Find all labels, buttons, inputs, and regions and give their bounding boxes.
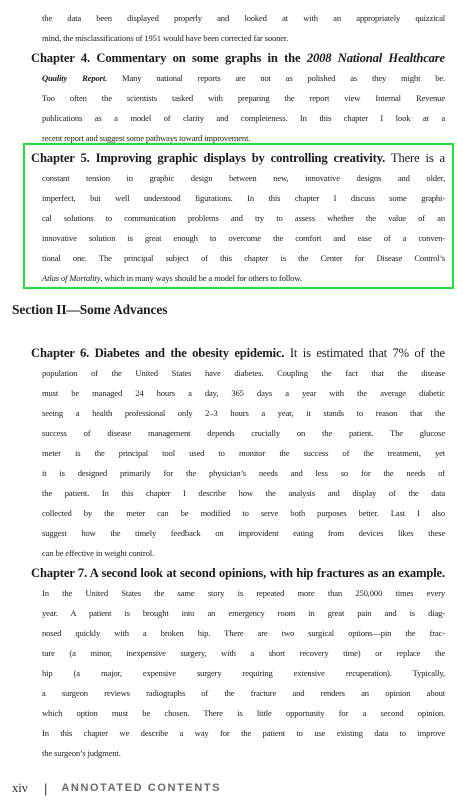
text-line: can be effective in weight control. xyxy=(42,548,154,558)
text-line: mind, the misclassifications of 1951 would have been corrected far sooner. xyxy=(42,33,289,43)
text-line: hip (a major, expensive surgery requiring extensive recuperation). Typically, xyxy=(42,668,445,678)
text-line: Chapter 5. Improving graphic displays by controlling creativity. There is a xyxy=(31,151,445,165)
text-line: Too often the scientists tasked with preparing the report view Internal Revenue xyxy=(42,93,445,103)
section-title: Section II—Some Advances xyxy=(12,302,168,317)
text-line: collected by the meter can be modified to serve both purposes better. Last I also xyxy=(42,508,445,518)
chapter-6-heading: Chapter 6. Diabetes and the obesity epidemic. xyxy=(31,346,285,360)
footer-separator: | xyxy=(43,780,48,796)
text-line: constant tension in graphic design between new, innovative designs and older, xyxy=(42,173,445,183)
text-line: tional one. The principal subject of this chapter is the Center for Disease Control’s xyxy=(42,253,445,263)
text-line: publications as a model of clarity and completeness. In this chapter I look at a xyxy=(42,113,445,123)
text-line: it is designed primarily for the physician’s needs and less so for the needs of xyxy=(42,468,445,478)
text-line: which option must be chosen. There is little opportunity for a second opinion. xyxy=(42,708,445,718)
text-line: recent report and suggest some pathways toward improvement. xyxy=(42,133,251,143)
chapter-5-entry xyxy=(31,148,445,288)
text-line: the data been displayed properly and looked at with an appropriately quizzical xyxy=(42,13,445,23)
chapter-6-entry xyxy=(31,343,445,563)
page-footer xyxy=(12,778,221,798)
chapter-4-heading-line xyxy=(31,48,445,68)
text-line: In the United States the same story is repeated more than 250,000 times every xyxy=(42,588,445,598)
text-line: nosed quickly with a broken hip. There are two surgical options—pin the frac- xyxy=(42,628,445,638)
text-line: success of disease management depends crucially on the patient. The glucose xyxy=(42,428,445,438)
text-line: Chapter 6. Diabetes and the obesity epidemic. It is estimated that 7% of the xyxy=(31,346,446,360)
text-line: cal solutions to communication problems and try to assess whether the value of an xyxy=(42,213,445,223)
text-line: meter is the principal tool used to monitor the success of the treatment, yet xyxy=(42,448,445,458)
text-line: Atlas of Mortality, which in many ways should be a model for others to follow. xyxy=(42,273,302,283)
atlas-of-mortality-title: Atlas of Mortality xyxy=(42,273,101,283)
chapter-4-entry xyxy=(31,48,445,148)
text-line: innovative solution is great enough to overcome the comfort and ease of a conven- xyxy=(42,233,445,243)
text-line: year. A patient is brought into an emergency room in great pain and is diag- xyxy=(42,608,445,618)
chapter-7-heading-line xyxy=(31,563,445,583)
text-line: suggest how the timely feedback on improvident eating from devices likes these xyxy=(42,528,445,538)
text-line: a surgeon reviews radiographs of the fracture and renders an opinion about xyxy=(42,688,445,698)
text-line: population of the United States have diabetes. Coupling the fact that the disease xyxy=(42,368,445,378)
running-title: ANNOTATED CONTENTS xyxy=(61,782,222,794)
text-line: In this chapter we describe a way for the patient to use existing data to improve xyxy=(42,728,445,738)
text-line: must be managed 24 hours a day, 365 days a year with the average diabetic xyxy=(42,388,445,398)
text-line: imperfect, but well understood figurations. In this chapter I discuss some graphi- xyxy=(42,193,445,203)
chapter-7-heading: Chapter 7. A second look at second opinions, with hip fractures as an example. xyxy=(31,566,445,580)
text-line: the surgeon’s judgment. xyxy=(42,748,121,758)
chapter-4-heading-cont: Quality Report. xyxy=(42,73,108,83)
text-line: ture (a minor, inexpensive surgery, with a short recovery time) or replace the xyxy=(42,648,445,658)
chapter-7-entry xyxy=(31,563,445,763)
chapter-3-continuation xyxy=(31,8,445,48)
text-line: seeing a health professional only 2–3 hours a year, it stands to reason that the xyxy=(42,408,445,418)
text-line: the patient. In this chapter I describe how the analysis and display of the data xyxy=(42,488,445,498)
chapter-4-heading: Chapter 4. Commentary on some graphs in the 2008 National Healthcare xyxy=(31,51,445,65)
text-line: Quality Report. Many national reports are not as polished as they might be. xyxy=(42,73,446,83)
page-number: xiv xyxy=(12,780,28,795)
chapter-5-heading: Chapter 5. Improving graphic displays by controlling creativity. xyxy=(31,151,386,165)
